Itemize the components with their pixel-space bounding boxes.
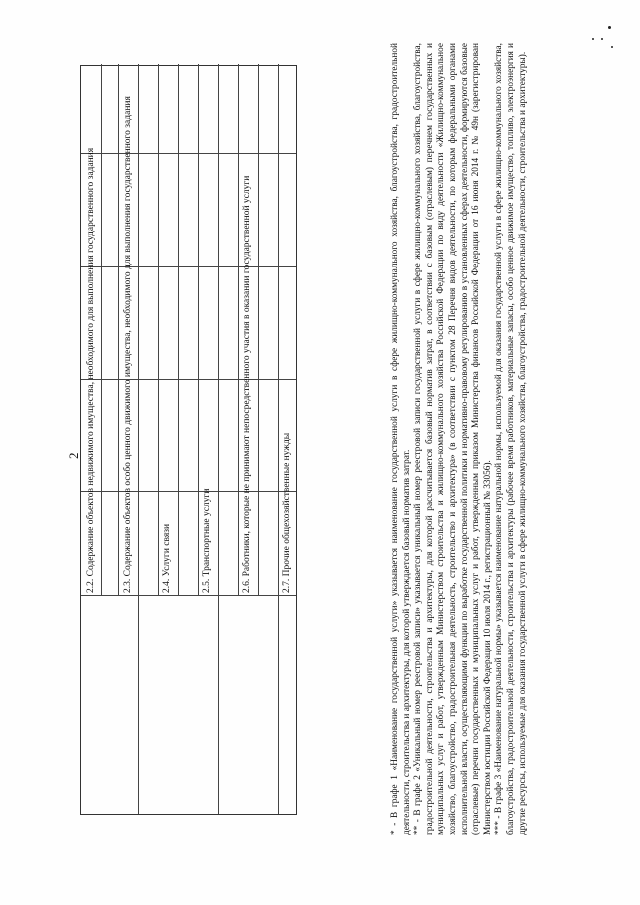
table-row-label: 2.7. Прочие общехозяйственные нужды <box>282 432 292 593</box>
table-row-label: 2.5. Транспортные услуги <box>202 488 212 593</box>
row-divider <box>238 64 239 596</box>
table-row-label: 2.4. Услуги связи <box>162 523 172 593</box>
table-row-label: 2.6. Работники, которые не принимают непосредственного участия в оказании государственной услуги <box>242 175 252 593</box>
column-divider <box>81 491 296 492</box>
footnote: ** - В графе 2 «Уникальный номер реестровой записи» указывается уникальный номер реестровой записи государственной услуги в сфере жилищно-коммунального хозяйства, благоустройства, градостроительной деятельности, строительства и архитектуры, для которой рассчитывается базовый норматив затрат, в соответствии с базовым (отраслевым) перечнем государственных и муниципальных услуг и работ, утвержденным Министерством строительства и жилищно-коммунального хозяйства Российской Федерации по виду деятельности «Жилищно-коммунальное хозяйство, благоустройство, градостроительная деятельность, строительство и архитектура» (в соответствии с пунктом 28 Перечня видов деятельности, по которым федеральными органами исполнительной власти, осуществляющими функции по выработке государственной политики и нормативно-правовому регулированию в установленных сферах деятельности, формируются базовые (отраслевые) перечни государственных и муниципальных услуг и работ, утвержденным приказом Министерства финансов Российской Федерации от 16 июня 2014 г. № 49н (зарегистрирован Министерством юстиции Российской Федерации 10 июля 2014 г., регистрационный № 33056). <box>413 43 493 835</box>
column-divider <box>81 153 296 154</box>
row-divider <box>101 64 102 596</box>
footnotes <box>390 43 529 835</box>
cost-norms-table <box>80 65 297 815</box>
row-divider <box>178 64 179 596</box>
row-divider <box>218 64 219 814</box>
column-divider <box>81 379 296 380</box>
column-divider <box>81 595 296 596</box>
table-row-label: 2.2. Содержание объектов недвижимого имущества, необходимого для выполнения государственного задания <box>86 147 96 593</box>
row-divider <box>258 64 259 596</box>
row-divider <box>158 64 159 596</box>
footnote: * - В графе 1 «Наименование государственной услуги» указывается наименование государственной услуги в сфере жилищно-коммунального хозяйства, благоустройства, градостроительной деятельности, строительства и архитектуры, для которой утверждается базовый норматив затрат. <box>390 43 412 835</box>
row-divider <box>138 64 139 814</box>
column-divider <box>81 266 296 267</box>
page-number: 2 <box>66 452 81 459</box>
row-divider <box>198 64 199 596</box>
row-divider <box>118 64 119 596</box>
row-divider <box>278 64 279 814</box>
footnote: *** - В графе 3 «Наименование натуральной нормы» указывается наименование натуральной нормы, используемой для оказания государственной услуги в сфере жилищно-коммунального хозяйства, благоустройства, градостроительной деятельности, строительства и архитектуры (рабочее время работников, материальные запасы, особо ценное движимое имущество, топливо, электроэнергия и другие ресурсы, используемые для оказания государственной услуги в сфере жилищно-коммунального хозяйства, благоустройства, градостроительной деятельности, строительства и архитектуры). <box>494 43 528 835</box>
table-row-label: 2.3. Содержание объектов особо ценного движимого имущества, необходимого для выполнения государственного задания <box>123 96 133 593</box>
